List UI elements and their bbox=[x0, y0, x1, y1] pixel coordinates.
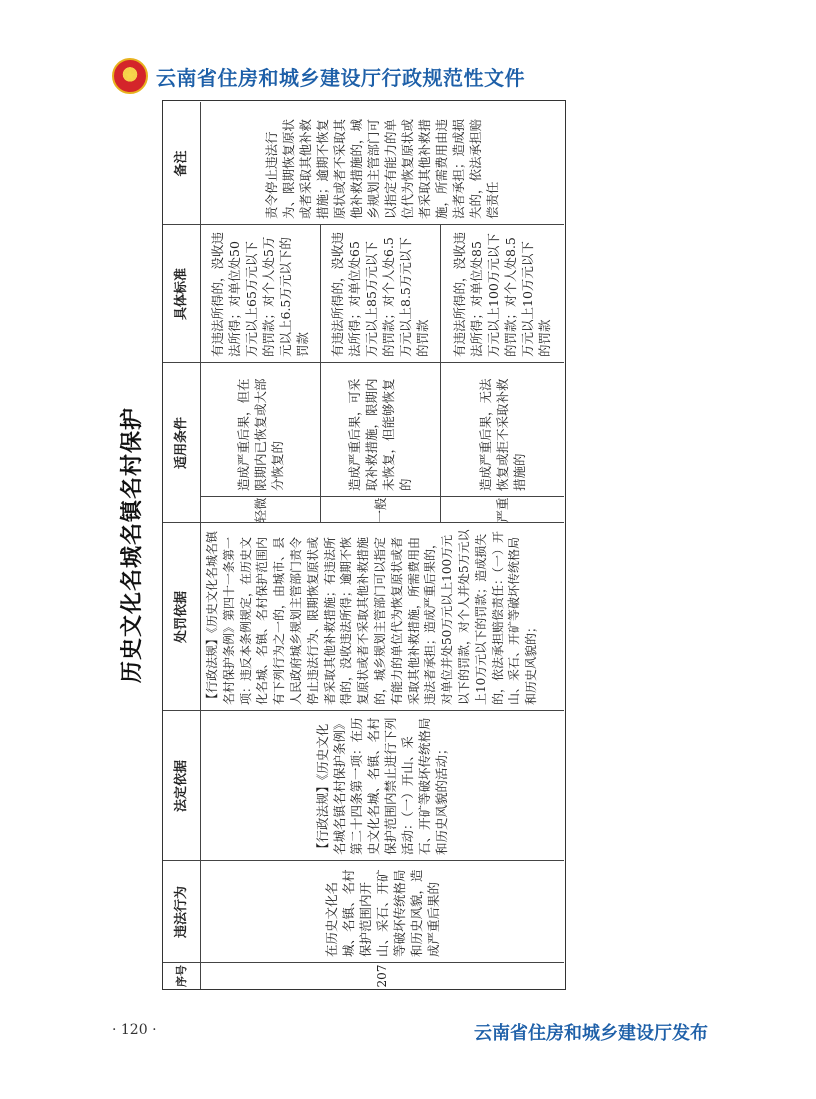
tier-level: 一般 bbox=[372, 497, 388, 523]
tier-level: 轻微 bbox=[252, 497, 268, 523]
penalty-table bbox=[162, 100, 566, 990]
national-emblem-icon: ★ bbox=[112, 58, 148, 94]
tier-standard: 有违法所得的，没收违法所得；对单位处85万元以上100万元以下的罚款；对个人处8.5万元以上10万元以下的罚款 bbox=[452, 231, 552, 357]
header-legal-basis: 法定依据 bbox=[174, 760, 189, 813]
tier-condition: 造成严重后果，可采取补救措施，限期内未恢复，但能够恢复的 bbox=[347, 378, 413, 491]
header-penalty-basis: 处罚依据 bbox=[174, 591, 189, 644]
header-violation: 违法行为 bbox=[174, 886, 189, 939]
row-remarks: 责令停止违法行为、限期恢复原状或者采取其他补救措施；逾期不恢复原状或者不采取其他补救措施的，城乡规划主管部门可以指定有能力的单位代为恢复原状或者采取其他补救措施，所需费用由违法者承担；造成损失的，依法承担赔偿责任 bbox=[264, 118, 500, 219]
row-legal-basis: 【行政法规】《历史文化名城名镇名村保护条例》第二十四条第一项：在历史文化名城、名镇、名村保护范围内禁止进行下列活动：（一）开山、采石、开矿等破坏传统格局和历史风貌的活动； bbox=[315, 717, 449, 855]
row-penalty-basis: 【行政法规】《历史文化名城名镇名村保护条例》第四十一条第一项：违反本条例规定，在历史文化名城、名镇、名村保护范围内有下列行为之一的，由城市、县人民政府城乡规划主管部门责令停止违法行为、限期恢复原状或者采取其他补救措施；有违法所得的，没收违法所得；逾期不恢复原状或者不采取其他补救措施的，城乡规划主管部门可以指定有能力的单位代为恢复原状或者采取其他补救措施，所需费用由违法者承担；造成严重后果的，对单位并处50万元以上100万元以下的罚款，对个人并处5万元以上10万元以下的罚款；造成损失的，依法承担赔偿责任：（一）开山、采石、开矿等破坏传统格局和历史风貌的； bbox=[205, 529, 539, 705]
page-number: · 120 · bbox=[112, 1022, 157, 1038]
header-title: 云南省住房和城乡建设厅行政规范性文件 bbox=[156, 65, 525, 90]
rotated-table-wrapper bbox=[108, 100, 566, 990]
header-standards: 具体标准 bbox=[174, 268, 189, 321]
tier-condition: 造成严重后果，无法恢复或拒不采取补救措施的 bbox=[477, 378, 527, 491]
rotated-table bbox=[108, 100, 566, 990]
tier-level: 严重 bbox=[494, 497, 510, 523]
header-seq: 序号 bbox=[174, 965, 188, 987]
tier-condition: 造成严重后果，但在限期内已恢复或大部分恢复的 bbox=[235, 378, 285, 491]
tier-standard: 有违法所得的，没收违法所得；对单位处50万元以上65万元以下的罚款；对个人处5万元以上6.5万元以下的罚款 bbox=[210, 231, 310, 357]
publisher-footer: 云南省住房和城乡建设厅发布 bbox=[474, 1023, 708, 1044]
header-remarks: 备注 bbox=[174, 150, 189, 177]
row-seq: 207 bbox=[374, 964, 389, 988]
header-conditions: 适用条件 bbox=[174, 417, 189, 470]
row-violation: 在历史文化名城、名镇、名村保护范围内开山、采石、开矿等破坏传统格局和历史风貌，造成严重后果的 bbox=[323, 869, 441, 957]
document-header bbox=[112, 56, 525, 96]
table-title: 历史文化名城名镇名村保护 bbox=[119, 407, 145, 684]
tier-standard: 有违法所得的，没收违法所得；对单位处65万元以上85万元以下的罚款；对个人处6.5万元以上8.5万元以下的罚款 bbox=[330, 231, 430, 357]
